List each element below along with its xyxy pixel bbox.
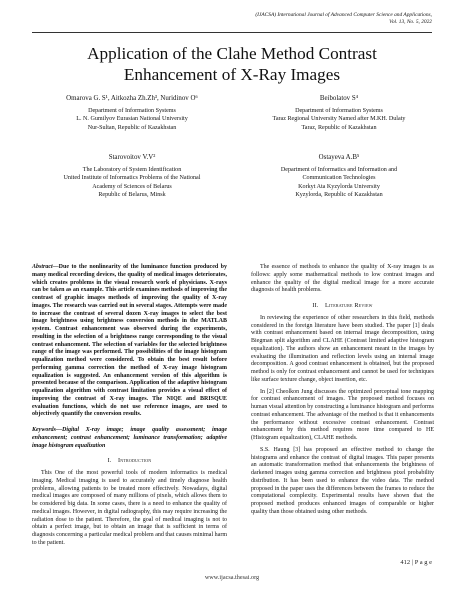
keywords-text: —Digital X-ray image; image quality assessment; image enhancement; contrast enhancement; luminance transformation; adaptive image histogram equalization: [32, 427, 227, 449]
literature-paragraph-1: In reviewing the experience of other researchers in this field, methods considered in the foreign literature have been studied. The paper [1] deals with contrast enhancement based on internal image decomposition, using Biegman split algorithm and CLAHE (Contrast limited adaptive histogram equalization). The authors show an enhancement meant in the images by evaluating the illumination and reflection levels using an internal image decomposition. A good contrast enhancement is obtained, but the proposed method is only for contrast enhancement and cannot be used for techniques like surface texture change, object insertion, etc.: [251, 314, 434, 383]
author-affiliation: Nur-Sultan, Republic of Kazakhstan: [87, 124, 177, 131]
journal-header: [52, 12, 432, 26]
author-affiliation: Department of Information Systems: [295, 107, 383, 114]
author-block-1: [32, 95, 232, 132]
intro-paragraph-continued: The essence of methods to enhance the quality of X-ray images is as follows: apply some mathematical methods to low contrast images and enhance the quality of the digital medical image for a more accurate diagnosis of health problems.: [251, 264, 434, 294]
journal-line-2: Vol. 13, No. 5, 2022: [389, 18, 432, 25]
keywords-label: Keywords: [32, 427, 56, 433]
author-affiliation: Department of Informatics and Information and: [280, 166, 398, 173]
abstract: [32, 264, 227, 419]
author-affiliation: Department of Information Systems: [88, 107, 176, 114]
author-affiliation: L. N. Gumilyov Eurasian National University: [76, 116, 188, 123]
journal-url-link[interactable]: www.ijacsa.thesai.org: [204, 574, 260, 581]
title-line-2: Enhancement of X-Ray Images: [123, 65, 341, 84]
author-affiliation: The Laboratory of System Identification: [82, 166, 182, 173]
author-affiliation: Taraz Regional University Named after M.KH. Dulaty: [272, 116, 406, 123]
author-affiliation: Kyzylorda, Republic of Kazakhstan: [295, 192, 383, 199]
author-affiliation: Taraz, Republic of Kazakhstan: [301, 124, 377, 131]
section-heading-literature-review: II. Literature Review: [312, 302, 373, 309]
page-number: 412 | P a g e: [400, 559, 432, 566]
header-divider: [32, 32, 432, 33]
author-affiliation: Korkyt Ata Kyzylorda University: [298, 183, 380, 190]
abstract-text: —Due to the nonlinearity of the luminance function produced by many medical recording devices, the quality of medical images deteriorates, which creates problems in the visual research work of physicians. X-rays can be taken as an example. This article examines methods of improving the contrast of graphic images methods of improving the quality of X-ray images. The research was carried out in several stages. Attempts were made to increase the contrast of several dozen X-ray images to select the best image brightness using brightness conversion methods in the MATLAB system. Contrast enhancement was observed during the experiments, resulting in the selection of a brightness range corresponding to the visual contrast enhancement. The selection of variables for the selected brightness range of the image was performed. The possibilities of the image histogram equalization method were considered. To obtain the best result before performing gamma correction the method of X-ray image histogram equalization is suggested. An enhancement version of this algorithm is presented because of the comparison. Application of the adaptive histogram equalization algorithm with contrast limitation provides a visual effect of improving the contrast of X-ray images. The NIQE and BRISQUE evaluation functions, which do not use reference images, are used to objectively quantify the conversion results.: [32, 264, 227, 418]
literature-paragraph-2: In [2] Cheolkon Jung discusses the optimized perceptual tone mapping for contrast enhancement of images. The proposed method focuses on human visual attention by constructing a luminance histogram and performs contrast enhancement. The advantage of the method is that it enhancements the performance without excessive contrast enhancement. Contrast enhancement by this method requires more time compared to HE (Histogram equalization), CLAHE methods.: [251, 388, 434, 441]
title-line-1: Application of the Clahe Method Contrast: [87, 44, 377, 63]
author-names: Omarova G. S¹, Aitkozha Zh.Zh³, Nuridinov O⁶: [66, 95, 198, 102]
author-affiliation: Republic of Belarus, Minsk: [98, 192, 166, 199]
author-affiliation: United Institute of Informatics Problems of the National: [63, 175, 201, 182]
abstract-label: Abstract: [32, 264, 53, 270]
author-names: Beibolatov S⁴: [319, 95, 359, 102]
left-column: [32, 264, 227, 552]
keywords: [32, 427, 227, 450]
right-column: [251, 264, 434, 521]
author-names: Starovoitov V.V²: [108, 154, 156, 161]
author-block-4: [244, 154, 434, 200]
literature-paragraph-3: S.S. Haung [3] has proposed an effective method to change the histograms and enhance the contrast of digital images. This paper presents an automatic transformation method that enhancements the brightness of darkened images using gamma correction and brightness pixel probability distribution. It has been used to enhance the video data. The method proposed in the paper uses the differences between the frames to reduce the computational complexity. Experimental results have shown that the proposed method produces enhanced images of comparable or higher quality than those obtained using other methods.: [251, 446, 434, 515]
intro-paragraph: This One of the most powerful tools of modern informatics is medical imaging. Medical imaging is used to accurately and timely diagnose health problems, allowing patients to be treated more effectively. Nowadays, digital medical images are composed of many millions of pixels, which allows them to be considered big data. In some cases, there is a need to enhance the quality of medical images. However, in digital radiography, this may require increasing the radiation dose to the patient. Therefore, the goal of medical imaging is not to obtain a perfect image, but to obtain an image that is sufficient in terms of diagnosis concerning a particular medical problem and that causes minimal harm to the patient.: [32, 470, 227, 546]
author-affiliation: Academy of Sciences of Belarus: [92, 183, 172, 190]
author-names: Ostayeva A.B⁵: [318, 154, 360, 161]
author-block-3: [32, 154, 232, 200]
author-affiliation: Communication Technologies: [302, 175, 376, 182]
paper-title: [32, 43, 432, 85]
journal-line-1: (IJACSA) International Journal of Advanced Computer Science and Applications,: [255, 12, 432, 18]
section-heading-introduction: I. Introduction: [107, 457, 152, 465]
author-block-2: [244, 95, 434, 132]
